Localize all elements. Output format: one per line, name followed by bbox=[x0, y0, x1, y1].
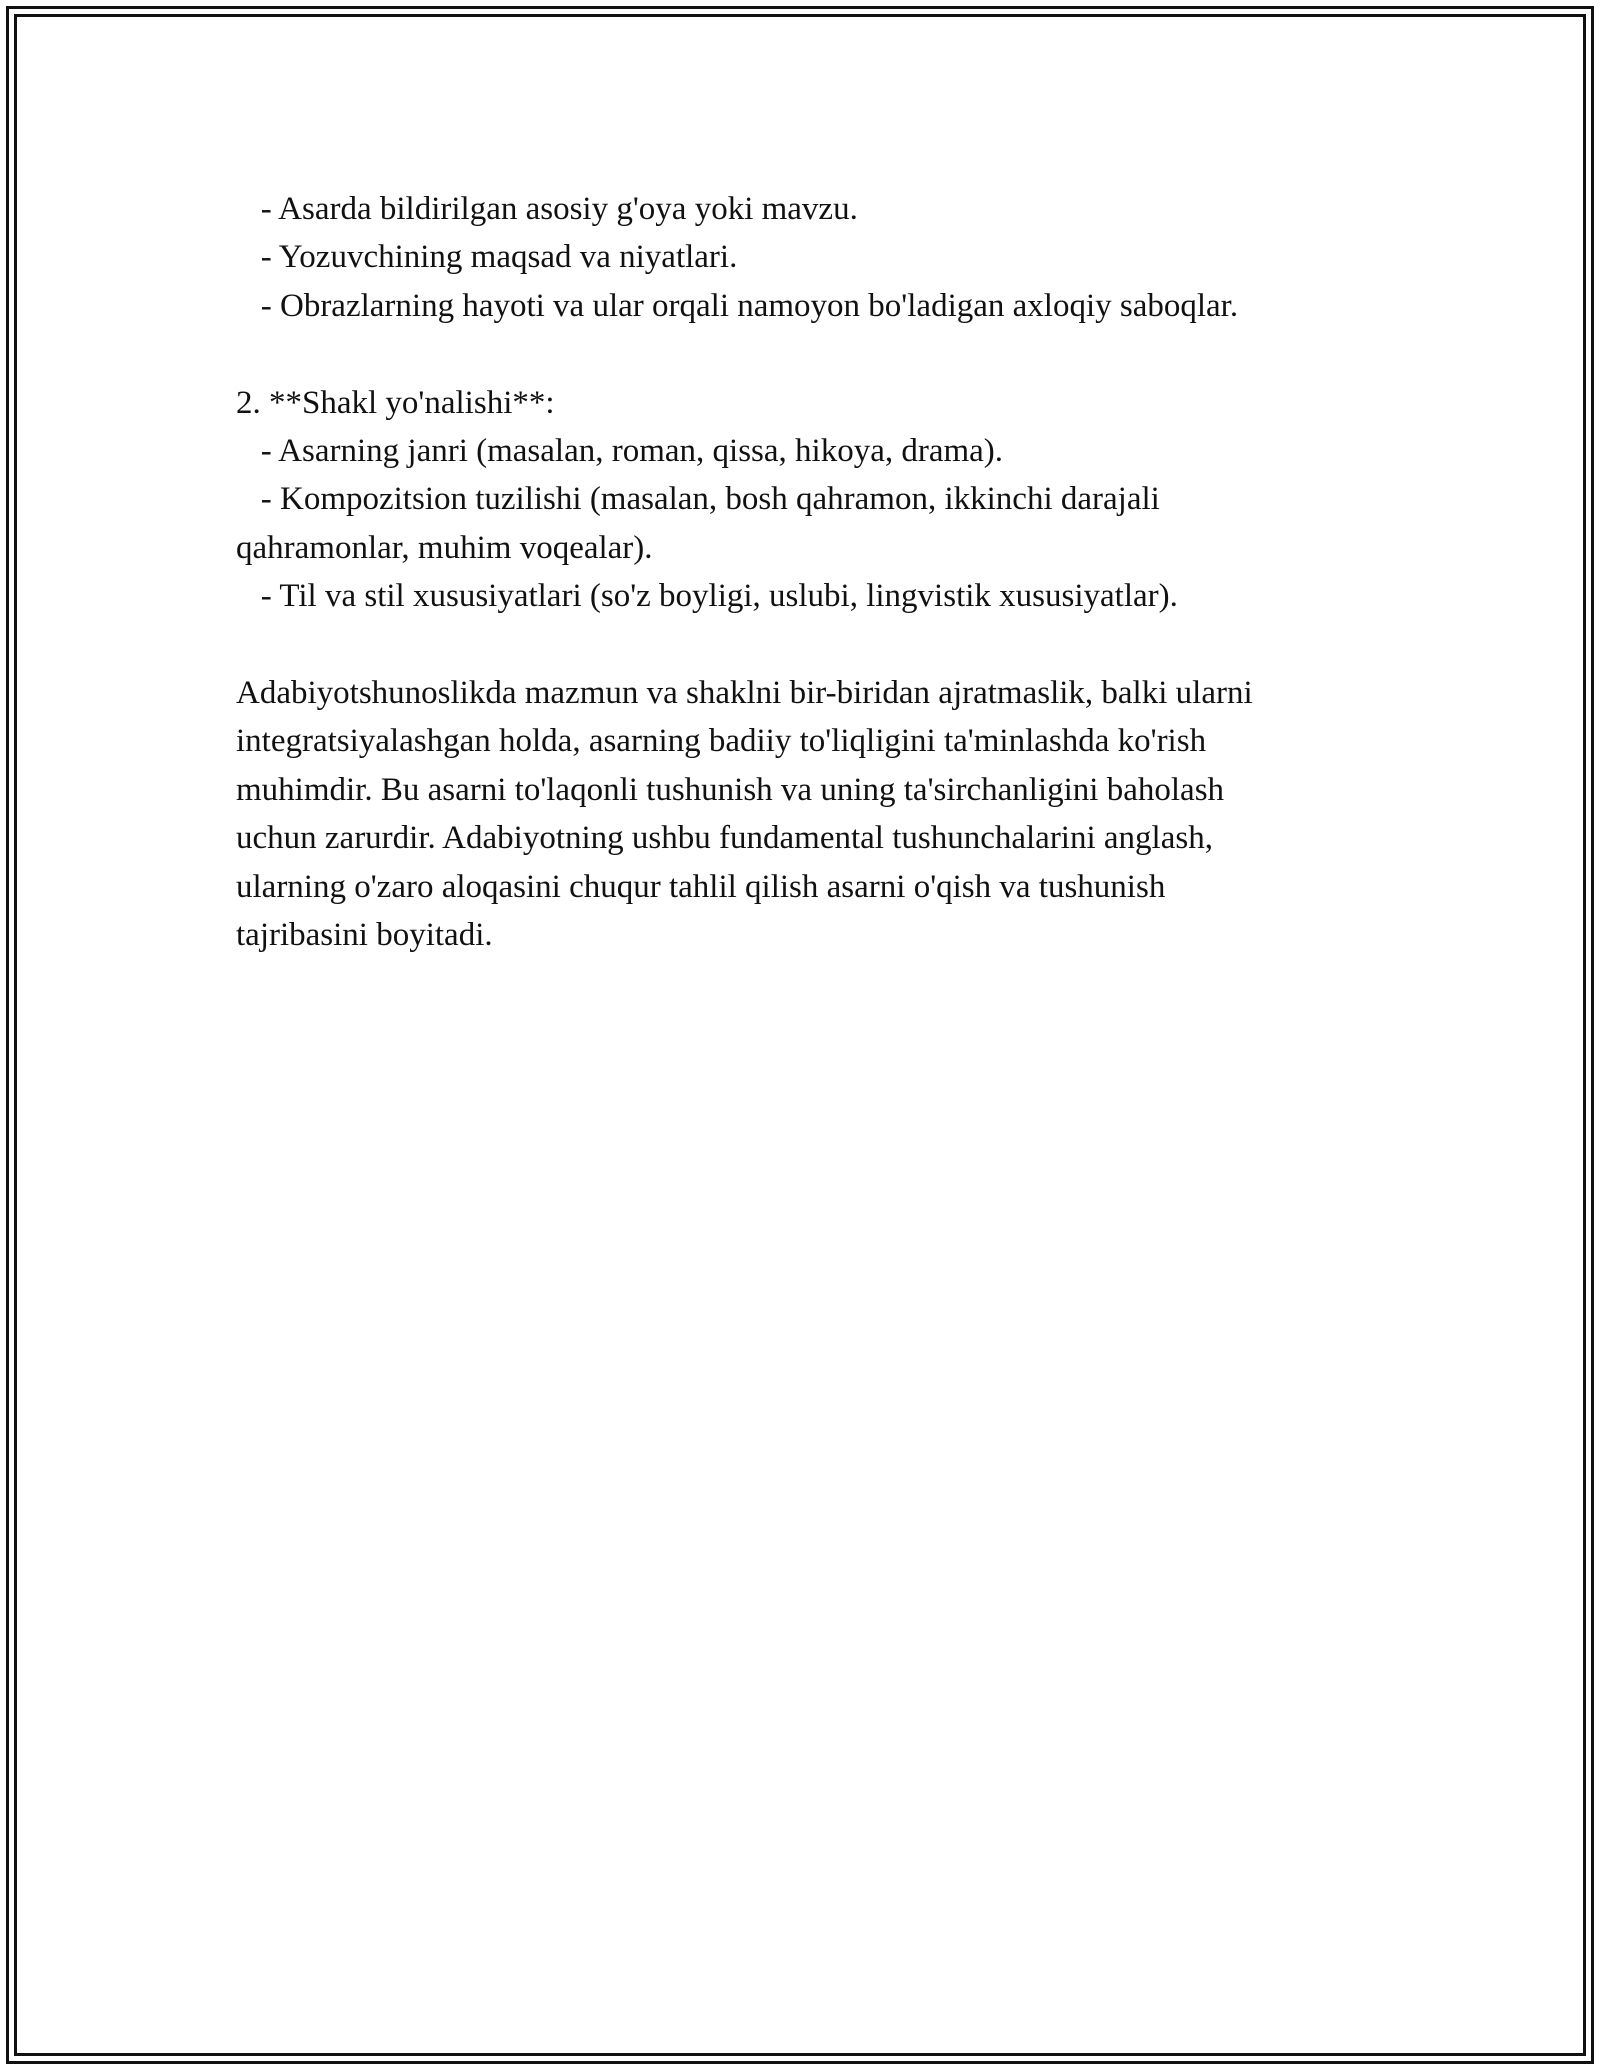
paragraph-line: ularning o'zaro aloqasini chuqur tahlil qilish asarni o'qish va tushunish bbox=[236, 868, 1166, 905]
paragraph-line: uchun zarurdir. Adabiyotning ushbu fundamental tushunchalarini anglash, bbox=[236, 820, 1213, 857]
paragraph-line: Adabiyotshunoslikda mazmun va shaklni bir-biridan ajratmaslik, balki ularni bbox=[236, 675, 1253, 712]
list-item-main-idea: - Asarda bildirilgan asosiy g'oya yoki mavzu. bbox=[236, 191, 858, 227]
section-heading-form: 2. **Shakl yo'nalishi**: bbox=[236, 384, 555, 421]
list-item-composition-cont: qahramonlar, muhim voqealar). bbox=[236, 529, 653, 566]
list-item-composition: - Kompozitsion tuzilishi (masalan, bosh qahramon, ikkinchi darajali bbox=[236, 481, 1160, 518]
list-item-language-style: - Til va stil xususiyatlari (so'z boyligi, uslubi, lingvistik xususiyatlar). bbox=[236, 578, 1178, 615]
spacer bbox=[236, 621, 1396, 669]
paragraph-line: integratsiyalashgan holda, asarning badiiy to'liqligini ta'minlashda ko'rish bbox=[236, 723, 1207, 760]
document-body bbox=[236, 185, 1396, 959]
list-item-author-intent: - Yozuvchining maqsad va niyatlari. bbox=[236, 239, 738, 276]
spacer bbox=[236, 330, 1396, 378]
conclusion-paragraph bbox=[236, 669, 1396, 959]
list-item-moral-lessons: - Obrazlarning hayoti va ular orqali namoyon bo'ladigan axloqiy saboqlar. bbox=[236, 287, 1239, 324]
paragraph-line: tajribasini boyitadi. bbox=[236, 917, 493, 954]
list-item-genre: - Asarning janri (masalan, roman, qissa, hikoya, drama). bbox=[236, 433, 1004, 470]
paragraph-line: muhimdir. Bu asarni to'laqonli tushunish va uning ta'sirchanligini baholash bbox=[236, 771, 1225, 808]
